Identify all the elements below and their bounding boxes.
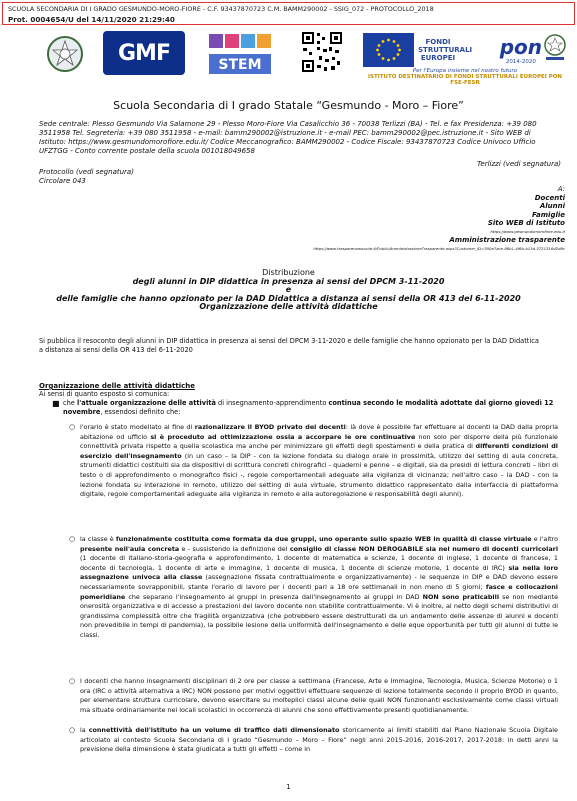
- p4-c: storicamente ai limiti stabiliti dal Piano Nazionale Scuola Digitale articolato al contesto Scuola Secondaria di I grado “Gesmundo – Moro – Fiore” negli anni 2015-2016, 2016-2017, 2017-2018: in detti anni la previsione della dimensione è stata giudicata a tutti gli effetti – come in: [80, 726, 558, 754]
- p1-g: (in un caso – la DIP - con la lezione fondata su dialogo orale in prossimità, utilizzo del setting di aula concreta, strumenti didattici costituiti sia da dispositivi di scrittura concreti chirografici - quaderni e penne – e digitali, sia da presidi di lettura concreti – libri di testo o di approfondimento o monografico fisici -, regole comportamentali adeguate alla vigilanza di vicinanza; nell'altro caso – la DAD - con la lezione fondata su interazione in remoto, utilizzo del setting di aula virtuale, strumento didattico rappresentato dalla interfaccia di piattaforma digitale, regole comportamentali adeguate alla vigilanza in remoto e alla autoregolazione e responsabilità degli alunni).: [80, 451, 558, 499]
- p2-b: funzionalmente costituita come formata da due gruppi, uno operante sullo spazio WEB in qualità di classe virtuale: [115, 535, 532, 543]
- school-contacts: Sede centrale: Plesso Gesmundo Via Salamone 29 - Plesso Moro-Fiore Via Casalicchio 36 - 70038 Terlizzi (BA) - Tel. e fax Presidenza: +39 080 3511958 Tel. Segreteria: +39 080 3511958 - e-mail: bamm290002@istruzione.it - e-mail PEC: bamm290002@pec.istruzione.it - Sito WEB di Istituto: https://www.gesmundomorofiore.edu.it/ Codice Meccanografico: BAMM290002 - Codice Fiscale: 93437870723 Codice Univoco Ufficio UFZTGG - Conto corrente postale della scuola 001018049658: [39, 120, 537, 155]
- page-number: 1: [286, 783, 291, 791]
- stem-logo-text: STEM: [218, 57, 262, 73]
- circle-bullet-icon: ○: [69, 677, 76, 685]
- p1-d: si è proceduto ad ottimizzazione ossia a accorpare le ore continuative: [150, 432, 416, 441]
- protocol-stamp-line2: Prot. 0004654/U del 14/11/2020 21:29:40: [8, 15, 175, 24]
- p1-a: l'orario è stato modellato al fine di: [80, 423, 195, 431]
- recipients-block: [313, 185, 565, 253]
- point-4: [80, 726, 558, 755]
- main-text-c: di insegnamento-apprendimento: [215, 399, 329, 407]
- p2-i: (assegnazione fissata contrattualmente e organizzativamente) - le sequenze in DIP e DAD devono essere necessariamente sovrapponibili, stante l'orario di lavoro per i docenti pari a 18 ore settimanali in non meno di 5 giorni;: [80, 573, 558, 591]
- subject-line1: Distribuzione: [262, 268, 315, 277]
- point-3: I docenti che hanno insegnamenti disciplinari di 2 ore per classe a settimana (Francese, Arte e Immagine, Tecnologia, Musica, Scienze Motorie) o 1 ora (IRC o attività alternativa a IRC) NON possono per motivi oggettivi effettuare sequenze di lezione totalmente secondo il proprio BYOD in quanto, per elementare struttura curricolare, devono esercitare su molteplici classi alcune delle quali NON funzionanti esclusivamente come classi virtuali ma situate ordinariamente nei locali scolastici in occorrenza di alunni che sono effettivamente presenti quotidianamente.: [80, 677, 558, 714]
- main-text-a: che: [63, 399, 77, 407]
- subject-line2: degli alunni in DIP didattica in presenza ai sensi del DPCM 3-11-2020: [132, 276, 445, 286]
- main-text-b: l'attuale organizzazione delle attività: [76, 399, 216, 407]
- circle-bullet-icon: ○: [69, 726, 76, 734]
- recipients-label: A:: [557, 185, 565, 193]
- recipient-docenti: Docenti: [534, 193, 565, 202]
- p1-b: razionalizzare il BYOD privato dei docenti: [194, 423, 346, 431]
- circle-bullet-icon: ○: [69, 423, 76, 431]
- p1-c: : là dove è possibile far effettuare ai docenti la DAD dalla propria abitazione od ufficio: [80, 423, 559, 441]
- stem-logo: [207, 32, 275, 76]
- main-statement: [63, 399, 563, 416]
- ministry-emblem-icon: [543, 33, 567, 63]
- fondi-strutturali-text: FONDI STRUTTURALI EUROPEI: [418, 38, 473, 62]
- recipient-amministrazione: Amministrazione trasparente: [449, 236, 565, 244]
- eu-banner-recipient: ISTITUTO DESTINATARIO DI FONDI STRUTTURALI EUROPEI PON FSE-FESR: [367, 74, 563, 86]
- main-text-e: , essendosi definito che:: [100, 407, 181, 416]
- p2-f: consiglio di classe NON DEROGABILE sia nel numero di docenti curricolari: [289, 544, 559, 553]
- p1-e: non solo per disporre della più funzionale connettività privata rispetto a quella scolastica ma anche per minimizzare gli effetti degli spostamenti e della pratica di: [80, 432, 558, 451]
- subject-line5: Organizzazione delle attività didattiche: [199, 302, 378, 311]
- intro-paragraph: Si pubblica il resoconto degli alunni in DIP didattica in presenza ai sensi del DPCM 3-11-2020 e delle famiglie che hanno opzionato per la DAD Didattica a distanza ai sensi della OR 413 del 6-11-2020: [39, 337, 539, 354]
- gmf-logo-text: GMF: [118, 40, 170, 66]
- main-text-d: continua secondo le modalità adottate dal giorno giovedì 12 novembre: [63, 399, 554, 416]
- italian-republic-emblem-icon: [46, 34, 84, 74]
- p2-c: e l'altro: [531, 535, 559, 543]
- recipient-famiglie: Famiglie: [532, 210, 565, 219]
- school-gmf-logo: [103, 31, 185, 75]
- p4-a: la: [80, 726, 89, 734]
- p2-m: se non mediante onerosità organizzativa e di accesso a prestazioni del lavoro docente non stabilite contrattualmente. Vi è inoltre, al netto degli schemi distributivi di grandissima complessità oltre che fragilità organizzativa (che potrebbero essere destrutturati da un andamento delle assenze di alunni e docenti non prevedibile in tempi di pandemia), la possibile lesione della uniformità dell'insegnamento e delle eque opportunità per tutti gli alunni di tutte le classi.: [80, 592, 559, 639]
- recipient-sito-url: https://www.gesmundomorofiore.edu.it: [490, 228, 565, 234]
- section-title: Organizzazione delle attività didattiche: [39, 382, 195, 390]
- eu-flag-icon: [363, 33, 414, 67]
- p2-e: e - sussistendo la definizione del: [179, 544, 290, 553]
- circular-number: Circolare 043: [39, 177, 86, 185]
- recipient-alunni: Alunni: [539, 202, 565, 210]
- subject-line3: e: [285, 285, 292, 294]
- qr-code-icon: [301, 31, 343, 73]
- square-bullet-icon: ■: [52, 399, 60, 408]
- p2-l: NON sono praticabili: [422, 592, 500, 601]
- subject-line4: delle famiglie che hanno opzionato per la DAD Didattica a distanza ai sensi della OR 413 del 6-11-2020: [56, 293, 521, 303]
- point-2: [80, 535, 558, 641]
- p2-d: presente nell'aula concreta: [80, 544, 180, 553]
- pon-text: pon: [499, 35, 542, 59]
- protocol-info: [39, 168, 134, 186]
- p2-j: fasce e collocazioni pomeridiane: [80, 582, 558, 601]
- protocol-stamp-line1: SCUOLA SECONDARIA DI I GRADO GESMUNDO-MORO-FIORE - C.F. 93437870723 C.M. BAMM290002 - SSIG_072 - PROTOCOLLO_2018: [8, 5, 434, 13]
- recipient-sito-web: Sito WEB di Istituto: [487, 219, 565, 227]
- protocol-stamp: [2, 2, 575, 25]
- section-subtitle: Ai sensi di quanto esposto si comunica:: [39, 390, 170, 398]
- eu-banner-slogan: Per l'Europa insieme nel nostro futuro: [412, 68, 518, 74]
- place-date: Terlizzi (vedi segnatura): [477, 160, 561, 168]
- p2-h: sia nella loro assegnazione univoca alla classe: [80, 563, 558, 582]
- document-subject: [0, 269, 577, 312]
- pon-fondi-strutturali-logo: [416, 33, 544, 67]
- p1-f: differenti condizioni di esercizio dell'insegnamento: [80, 442, 558, 460]
- p4-b: connettività dell'istituto ha un volume di traffico dati dimensionato: [88, 726, 340, 734]
- circle-bullet-icon: ○: [69, 535, 76, 543]
- p2-a: la classe è: [80, 535, 116, 543]
- pon-years-text: 2014-2020: [505, 59, 536, 65]
- school-name: Scuola Secondaria di I grado Statale “Gesmundo - Moro – Fiore”: [113, 99, 464, 112]
- point-1: [80, 423, 558, 500]
- p2-g: (1 docente di italiano-storia-geografia e approfondimento, 1 docente di matematica e scienze, 1 docente di inglese, 1 docente di francese, 1 docente di tecnologia, 1 docente di arte e immagine, 1 docente di musica, 1 docente di scienze motorie, 1 docente di IRC): [80, 554, 558, 572]
- p2-k: che separano l'insegnamento ai gruppi in presenza dall'insegnamento ai gruppi in DAD: [125, 592, 423, 601]
- protocol-label: Protocollo (vedi segnatura): [39, 168, 134, 176]
- recipient-amministrazione-url: https://www.trasparenzascuole.it/Public/AmministrazioneTrasparente.aspx?Customer_ID=300e7ace-86b1-4f6b-b13d-3721316d2d8c: [313, 245, 565, 251]
